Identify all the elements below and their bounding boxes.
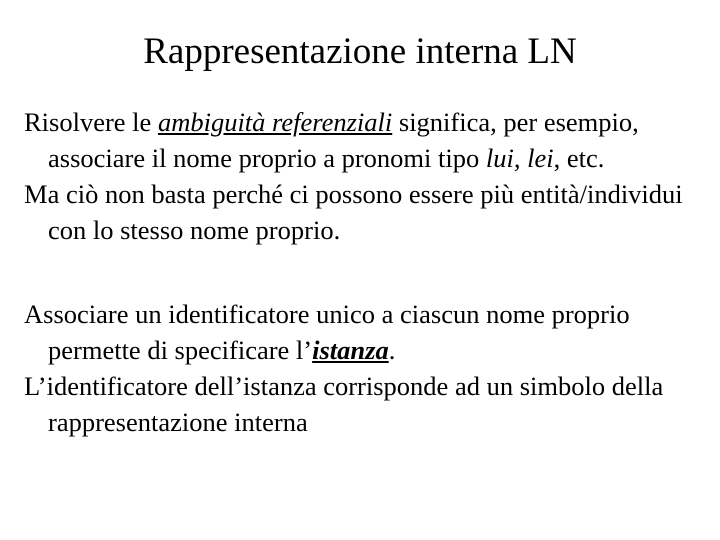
slide-title: Rappresentazione interna LN: [143, 31, 577, 72]
paragraph-referential-ambiguity: [24, 104, 704, 176]
paragraph-3-text-a: Associare un identificatore unico a ciascun nome proprio permette di specificare l’: [24, 299, 630, 365]
paragraph-1-text-e: , etc.: [553, 143, 605, 173]
paragraph-unique-identifier: [24, 296, 704, 368]
slide-body: [24, 104, 704, 440]
pronoun-examples: lui, lei: [485, 143, 554, 173]
paragraph-1-text-a: Risolvere le: [24, 107, 158, 137]
paragraph-identifier-symbol: L’identificatore dell’istanza corrisponde ad un simbolo della rappresentazione interna: [24, 371, 664, 437]
paragraph-3-text-c: .: [388, 335, 396, 365]
term-instance: istanza: [312, 335, 389, 365]
paragraph-multiple-entities: Ma ciò non basta perché ci possono essere più entità/individui con lo stesso nome proprio.: [24, 179, 683, 245]
term-referential-ambiguity: ambiguità referenziali: [157, 107, 393, 137]
paragraph-1-text-c: significa, per esempio, associare il nome proprio a pronomi tipo: [48, 107, 639, 173]
paragraph-gap: [24, 248, 704, 296]
